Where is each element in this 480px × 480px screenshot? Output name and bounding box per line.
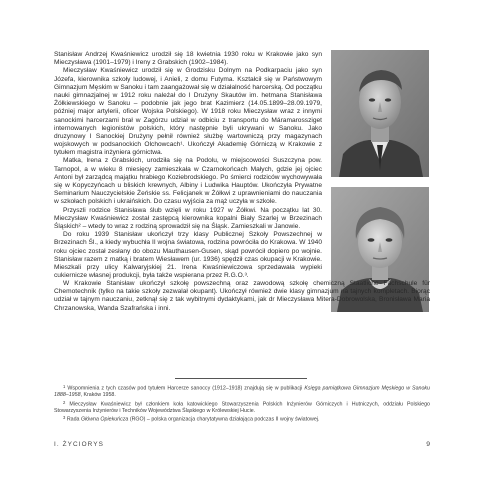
page-number: 9 bbox=[426, 441, 430, 448]
paragraph-school: W Krakowie Stanisław ukończył szkołę powszechną oraz zawodową szkołę chemiczną Staatliche Fachschule für Chemotechnik (tylko na takie szkoły zezwalał okupant). Ukończył również dwie klasy gimnazjum na tajnych kompletach. Biorąc udział w tajnym nauczaniu, zetknął się z tak wybitnymi dydaktykami, jak dr Mieczysława Mitera-Dobrowolska, Bronisława Maria Chrzanowska, Wanda Szafrańska i inni. bbox=[54, 280, 430, 312]
footnote-marker: 3 bbox=[63, 415, 66, 420]
footnote-3: $^3$ Rada Główna Opiekuńcza (RGO) – polska organizacja charytatywna działająca podczas II wojny światowej. bbox=[63, 415, 320, 423]
paragraph-wedding: Przyszli rodzice Stanisława ślub wzięli w roku 1927 w Żółkwi. Na początku lat 30. Mieczysław Kwaśniewicz został zastępcą kierownika kopalni Biały Szarlej w Brzezinach Śląskich² – wtedy to wraz z rodziną sprowadził się na Śląsk. Zamieszkali w Janowie. bbox=[54, 206, 322, 230]
paragraph-birth: Stanisław Andrzej Kwaśniewicz urodził się 18 kwietnia 1930 roku w Krakowie jako syn Mieczysława (1901–1979) i Ireny z Grabskich (1902–1984). bbox=[54, 51, 322, 67]
running-footer-section: I. ŻYCIORYS bbox=[54, 441, 104, 448]
footnote-marker: 1 bbox=[63, 384, 66, 389]
paragraph-father: Mieczysław Kwaśniewicz urodził się w Grodzisku Dolnym na Podkarpaciu jako syn Józefa, kierownika szkoły ludowej, i Anieli, z domu Futyma. Kształcił się w Państwowym Gimnazjum Męskim w Sanoku i tam zaangażował się w działalność harcerską. Od początku nauki gimnazjalnej w 1912 roku należał do I Drużyny Skautów im. hetmana Stanisława Żółkiewskiego w Sanoku – podobnie jak jego brat Kazimierz (14.05.1899–28.09.1979, później major artylerii, oficer Wojska Polskiego). W 1918 roku Mieczysław wraz z innymi sanockimi harcerzami brał w Zagórzu udział w odbiciu z transportu do Máramarossziget internowanych legionistów polskich, który następnie byli ukrywani w Sanoku. Jako druzynowy I Sanockiej Drużyny pełnił również służbę wartowniczą przy magazynach wojskowych w podsanockich Olchowcach¹. Ukończył Akademię Górniczą w Krakowie z tytułem magistra inżyniera górnictwa. bbox=[54, 67, 322, 157]
footnote-divider bbox=[175, 378, 307, 379]
footnotes bbox=[54, 384, 430, 424]
footnote-1: $^1$ Wspomnienia z tych czasów pod tytułem Harcerze sanoccy (1912–1918) znajdują się w publikacji Księga pamiątkowa Gimnazjum Męskiego w Sanoku 1888–1958, Kraków 1958. bbox=[54, 384, 431, 399]
wide-text-block bbox=[54, 280, 430, 313]
paragraph-war: Do roku 1939 Stanisław ukończył trzy klasy Publicznej Szkoły Powszechnej w Brzezinach Śl., a kiedy wybuchła II wojna światowa, rodzina powróciła do Krakowa. W 1940 roku ojciec został zesłany do obozu Mauthausen-Gusen, skąd powrócił dopiero po wojnie. Stanisław razem z matką i bratem Wiesławem (ur. 1936) spędził czas okupacji w Krakowie. Mieszkali przy ulicy Kalwaryjskiej 21. Irena Kwaśniewiczowa sprzedawała wypieki cukiernicze własnej produkcji, była także wspierana przez R.G.O.³. bbox=[54, 231, 322, 280]
main-text-column bbox=[54, 51, 322, 280]
photo-father-portrait bbox=[331, 50, 429, 177]
footnote-marker: 2 bbox=[63, 399, 66, 405]
footnote-2: $^2$ Mieczysław Kwaśniewicz był członkiem koła katowickiego Stowarzyszenia Polskich Inżynierów Górniczych i Hutniczych, oddziału Polskiego Stowarzyszenia Inżynierów i Techników Województwa Śląskiego w Królewskiej Hucie. bbox=[54, 399, 430, 414]
paragraph-mother: Matka, Irena z Grabskich, urodziła się na Podolu, w miejscowości Suszczyna pow. Tarnopol, a w wieku 8 miesięcy zamieszkała w Czarnokońcach Małych, gdzie jej ojciec Antoni był zarządcą majątku hrabiego Koziebrodskiego. Po śmierci rodziców wychowywała się w Kopyczyńcach u bliskich krewnych, Albiny i Ludwika Hauptów. Ukończyła Prywatne Seminarium Nauczycielskie Żeńskie ss. Felicjanek w Żółkwi z uprawnieniami do nauczania w szkołach polskich i ukraińskich. Do czasu wyjścia za mąż uczyła w szkole. bbox=[54, 157, 322, 206]
